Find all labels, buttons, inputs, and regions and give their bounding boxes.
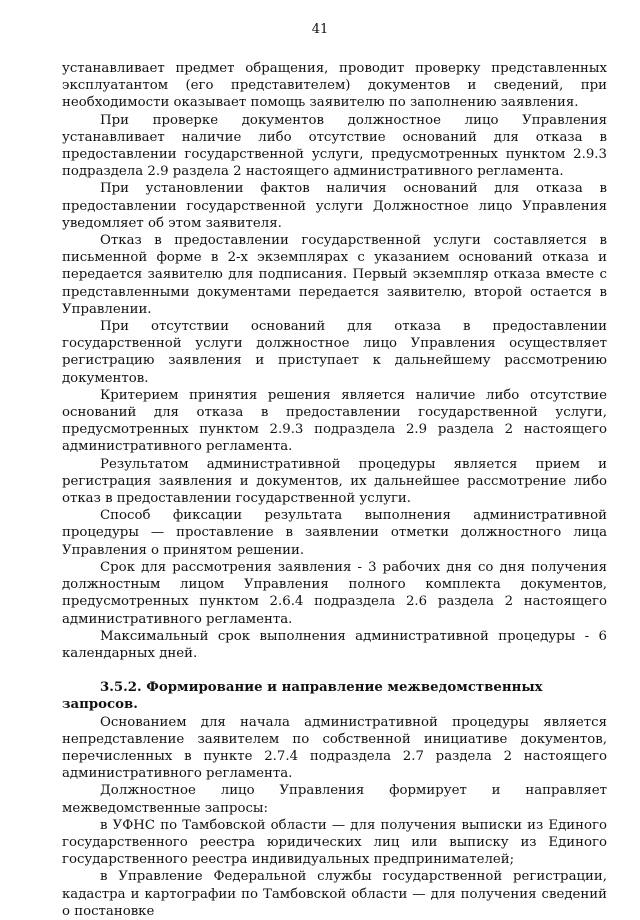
paragraph: в Управление Федеральной службы государственной регистрации, кадастра и картографии по Тамбовской области — для получения сведений о постановке <box>62 869 607 919</box>
paragraph: Способ фиксации результата выполнения административной процедуры — проставление в заявлении отметки должностного лица Управления о принятом решении. <box>62 508 607 558</box>
paragraph-group-top <box>62 60 607 662</box>
section-heading: 3.5.2. Формирование и направление межведомственных запросов. <box>62 680 543 713</box>
paragraph: При проверке документов должностное лицо Управления устанавливает наличие либо отсутствие оснований для отказа в предоставлении государственной услуги, предусмотренных пунктом 2.9.3 подраздела 2.9 раздела 2 настоящего административного регламента. <box>62 112 607 180</box>
paragraph: Основанием для начала административной процедуры является непредставление заявителем по собственной инициативе документов, перечисленных в пункте 2.7.4 подраздела 2.7 раздела 2 настоящего административного регламента. <box>62 714 607 782</box>
paragraph: Результатом административной процедуры является прием и регистрация заявления и документов, их дальнейшее рассмотрение либо отказ в предоставлении государственной услуги. <box>62 456 607 507</box>
paragraph: Срок для рассмотрения заявления - 3 рабочих дня со дня получения должностным лицом Управления полного комплекта документов, предусмотренных пунктом 2.6.4 подраздела 2.6 раздела 2 настоящего административного регламента. <box>62 559 607 627</box>
paragraph: Отказ в предоставлении государственной услуги составляется в письменной форме в 2-х экземплярах с указанием оснований отказа и передается заявителю для подписания. Первый экземпляр отказа вместе с представленными документами передается заявителю, второй остается в Управлении. <box>62 233 607 317</box>
paragraph: При отсутствии оснований для отказа в предоставлении государственной услуги должностное лицо Управления осуществляет регистрацию заявления и приступает к дальнейшему рассмотрению документов. <box>62 319 607 386</box>
document-body <box>62 60 607 920</box>
paragraph: в УФНС по Тамбовской области — для получения выписки из Единого государственного реестра юридических лиц или выписку из Единого государственного реестра индивидуальных предпринимателей; <box>62 817 607 868</box>
paragraph-group-bottom <box>62 714 607 920</box>
paragraph: устанавливает предмет обращения, проводит проверку представленных эксплуатантом (его представителем) документов и сведений, при необходимости оказывает помощь заявителю по заполнению заявления. <box>62 61 607 111</box>
paragraph: При установлении фактов наличия оснований для отказа в предоставлении государственной услуги Должностное лицо Управления уведомляет об этом заявителя. <box>62 181 607 231</box>
paragraph: Должностное лицо Управления формирует и направляет межведомственные запросы: <box>62 783 607 816</box>
page-number: 41 <box>311 22 329 37</box>
paragraph: Критерием принятия решения является наличие либо отсутствие оснований для отказа в предоставлении государственной услуги, предусмотренных пунктом 2.9.3 подраздела 2.9 раздела 2 настоящего административного регламента. <box>62 387 607 455</box>
paragraph: Максимальный срок выполнения административной процедуры - 6 календарных дней. <box>62 628 607 661</box>
